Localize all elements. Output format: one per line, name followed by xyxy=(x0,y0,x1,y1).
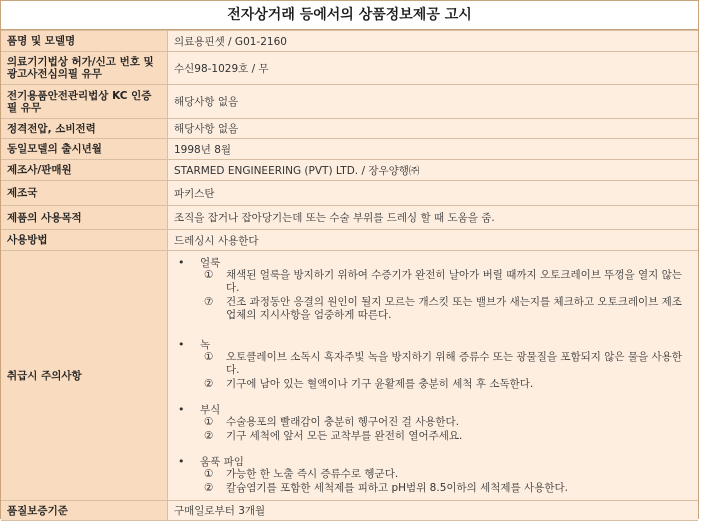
row-label: 제품의 사용목적 xyxy=(1,206,168,230)
row-label: 제조국 xyxy=(1,181,168,206)
care-content xyxy=(168,251,699,501)
section-heading: 녹 xyxy=(200,338,211,351)
item-text: 수술용포의 빨래감이 충분히 헹구어진 걸 사용한다. xyxy=(226,416,460,428)
item-number: ① xyxy=(204,351,214,363)
item-text: 건조 과정동안 응결의 원인이 될지 모르는 개스킷 또는 밸브가 새는지를 체크하고 오토크레이브 제조업체의 지시사항을 엄중하게 따른다. xyxy=(226,296,682,321)
table-row xyxy=(1,230,698,251)
item-text: 기구에 남아 있는 혈액이나 기구 윤활제를 충분히 세척 후 소독한다. xyxy=(226,378,534,390)
care-section-corrosion xyxy=(176,402,692,443)
row-label: 전기용품안전관리법상 KC 인증 필 유무 xyxy=(1,85,168,119)
section-heading: 움푹 파임 xyxy=(200,455,244,468)
table-row xyxy=(1,139,698,160)
row-value: STARMED ENGINEERING (PVT) LTD. / 장우양행㈜ xyxy=(168,160,699,181)
item-text: 오토클레이브 소독시 흑자주빛 녹을 방지하기 위해 증류수 또는 광물질을 포함되지 않은 물을 사용한다. xyxy=(226,351,682,376)
care-section-rust xyxy=(176,337,692,391)
table-row xyxy=(1,85,698,119)
row-value: 해당사항 없음 xyxy=(168,119,699,139)
item-number: ② xyxy=(204,482,214,494)
table-row xyxy=(1,501,698,521)
item-number: ⑦ xyxy=(204,296,214,308)
table-row xyxy=(1,52,698,85)
row-value: 조직을 잡거나 잡아당기는데 또는 수술 부위를 드레싱 할 때 도움을 줌. xyxy=(168,206,699,230)
row-label: 품명 및 모델명 xyxy=(1,31,168,52)
row-value: 구매일로부터 3개월 xyxy=(168,501,699,521)
bullet-icon: • xyxy=(178,454,185,468)
care-section-stain xyxy=(176,255,692,322)
row-label: 정격전압, 소비전력 xyxy=(1,119,168,139)
item-number: ① xyxy=(204,269,214,281)
row-label: 동일모델의 출시년월 xyxy=(1,139,168,160)
notice-title: 전자상거래 등에서의 상품정보제공 고시 xyxy=(1,1,698,30)
row-value: 의료용핀셋 / G01-2160 xyxy=(168,31,699,52)
table-row xyxy=(1,181,698,206)
row-value: 해당사항 없음 xyxy=(168,85,699,119)
item-text: 채색된 얼룩을 방지하기 위하여 수증기가 완전히 날아가 버릴 때까지 오토크레이브 뚜껑을 열지 않는다. xyxy=(226,269,682,294)
row-label: 사용방법 xyxy=(1,230,168,251)
row-value: 1998년 8월 xyxy=(168,139,699,160)
care-section-pitting xyxy=(176,454,692,495)
item-text: 칼슘염기를 포함한 세척제를 피하고 pH범위 8.5이하의 세척제를 사용한다. xyxy=(226,482,568,494)
bullet-icon: • xyxy=(178,255,185,269)
table-row xyxy=(1,160,698,181)
row-value: 파키스탄 xyxy=(168,181,699,206)
section-heading: 얼룩 xyxy=(200,256,221,269)
table-row-care xyxy=(1,251,698,501)
item-number: ② xyxy=(204,430,214,442)
row-value: 수신98-1029호 / 무 xyxy=(168,52,699,85)
table-row xyxy=(1,31,698,52)
row-label: 제조사/판매원 xyxy=(1,160,168,181)
item-text: 가능한 한 노출 즉시 증류수로 헹군다. xyxy=(226,468,399,480)
item-number: ① xyxy=(204,468,214,480)
info-table xyxy=(1,30,698,521)
item-number: ① xyxy=(204,416,214,428)
section-heading: 부식 xyxy=(200,403,221,416)
row-label: 의료기기법상 허가/신고 번호 및 광고사전심의필 유무 xyxy=(1,52,168,85)
care-label: 취급시 주의사항 xyxy=(1,251,168,501)
item-text: 기구 세척에 앞서 모든 교착부를 완전히 열어주세요. xyxy=(226,430,463,442)
table-row xyxy=(1,206,698,230)
bullet-icon: • xyxy=(178,337,185,351)
table-row xyxy=(1,119,698,139)
item-number: ② xyxy=(204,378,214,390)
bullet-icon: • xyxy=(178,402,185,416)
row-value: 드레싱시 사용한다 xyxy=(168,230,699,251)
row-label: 품질보증기준 xyxy=(1,501,168,521)
